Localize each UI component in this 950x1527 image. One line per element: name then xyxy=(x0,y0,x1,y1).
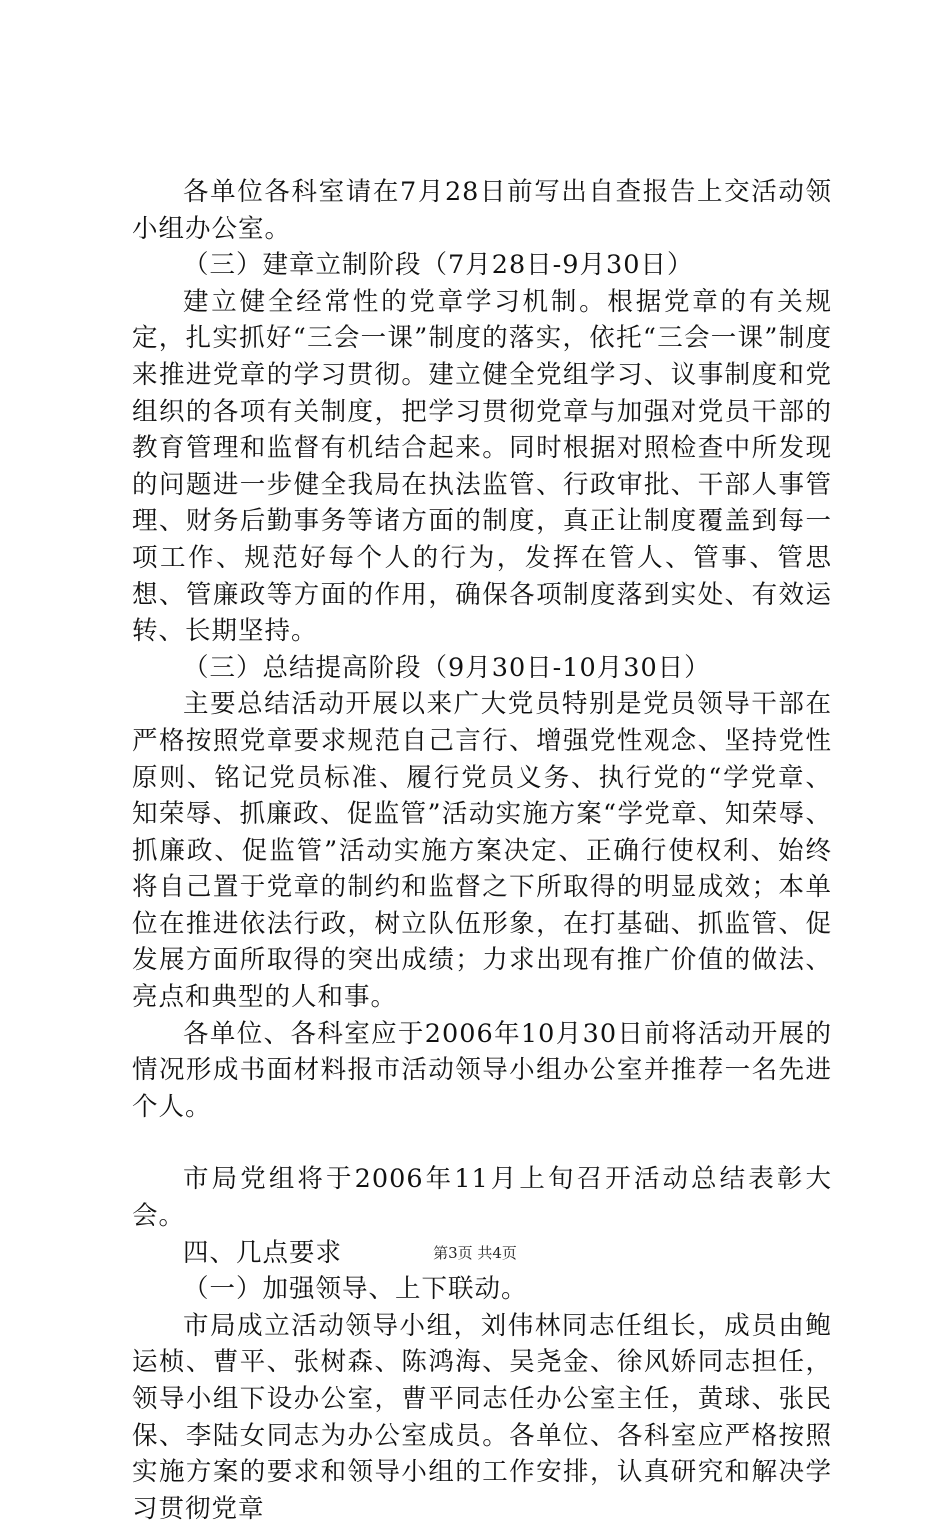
paragraph-study-mechanism: 建立健全经常性的党章学习机制。根据党章的有关规定，扎实抓好“三会一课”制度的落实，依托“三会一课”制度来推进党章的学习贯彻。建立健全党组学习、议事制度和党组织的各项有关制度，把学习贯彻党章与加强对党员干部的教育管理和监督有机结合起来。同时根据对照检查中所发现的问题进一步健全我局在执法监管、行政审批、干部人事管理、财务后勤事务等诸方面的制度，真正让制度覆盖到每一项工作、规范好每个人的行为，发挥在管人、管事、管思想、管廉政等方面的作用，确保各项制度落到实处、有效运转、长期坚持。 xyxy=(132,286,832,647)
heading-stage-institution-building: （三）建章立制阶段（7月28日-9月30日） xyxy=(183,250,694,281)
paragraph-self-check-report: 各单位各科室请在7月28日前写出自查报告上交活动领小组办公室。 xyxy=(132,177,832,244)
page-footer xyxy=(0,1242,950,1263)
paragraph-submission-deadline: 各单位、各科室应于2006年10月30日前将活动开展的情况形成书面材料报市活动领导小组办公室并推荐一名先进个人。 xyxy=(132,1018,832,1122)
heading-strengthen-leadership: （一）加强领导、上下联动。 xyxy=(183,1274,528,1305)
heading-stage-summary: （三）总结提高阶段（9月30日-10月30日） xyxy=(183,652,711,683)
document-body xyxy=(132,174,832,1527)
heading-requirements: 四、几点要求 xyxy=(183,1237,343,1268)
paragraph-commendation-meeting: 市局党组将于2006年11月上旬召开活动总结表彰大会。 xyxy=(132,1164,832,1232)
page-number: 第3页 共4页 xyxy=(433,1244,517,1262)
paragraph-summary-content: 主要总结活动开展以来广大党员特别是党员领导干部在严格按照党章要求规范自己言行、增强党性观念、坚持党性原则、铭记党员标准、履行党员义务、执行党的“学党章、知荣辱、抓廉政、促监管”活动实施方案“学党章、知荣辱、抓廉政、促监管”活动实施方案决定、正确行使权利、始终将自己置于党章的制约和监督之下所取得的明显成效；本单位在推进依法行政，树立队伍形象，在打基础、抓监管、促发展方面所取得的突出成绩；力求出现有推广价值的做法、亮点和典型的人和事。 xyxy=(132,689,832,1013)
paragraph-leadership-group: 市局成立活动领导小组，刘伟林同志任组长，成员由鲍运桢、曹平、张树森、陈鸿海、吴尧金、徐风娇同志担任，领导小组下设办公室，曹平同志任办公室主任，黄球、张民保、李陆女同志为办公室成员。各单位、各科室应严格按照实施方案的要求和领导小组的工作安排，认真研究和解决学习贯彻党章 xyxy=(132,1310,832,1524)
